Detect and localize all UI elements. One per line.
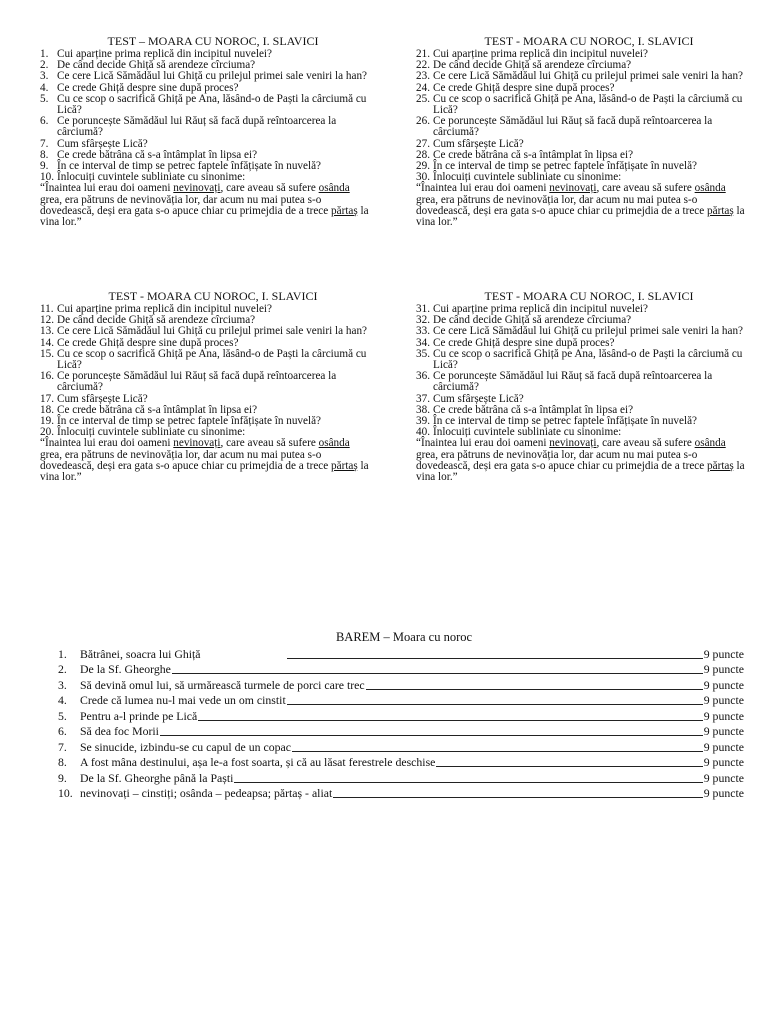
- question-text: Ce crede bătrâna că s-a întâmplat în lipsa ei?: [433, 403, 634, 416]
- question-number: 33.: [416, 325, 430, 338]
- question-text: Ce crede bătrâna că s-a întâmplat în lipsa ei?: [433, 148, 634, 161]
- barem-points: 9 puncte: [703, 693, 744, 707]
- question-text: De când decide Ghiță să arendeze cîrciuma?: [433, 59, 632, 72]
- test-block-3: [40, 290, 372, 483]
- question-number: 39.: [416, 415, 430, 428]
- question-text: Înlocuiți cuvintele subliniate cu sinonime:: [57, 171, 246, 184]
- barem-points: 9 puncte: [703, 786, 744, 800]
- question-number: 27.: [416, 137, 430, 150]
- barem-answer: Să dea foc Morii: [80, 724, 159, 738]
- answer-line: [436, 766, 702, 767]
- question-text: Înlocuiți cuvintele subliniate cu sinonime:: [433, 426, 622, 439]
- question-number: 13.: [40, 325, 54, 338]
- question-text: Ce poruncește Sămădăul lui Răuț să facă după reîntoarcerea la cârciumă?: [433, 370, 713, 394]
- barem-number: 3.: [58, 677, 67, 692]
- answer-line: [287, 658, 703, 659]
- test-title: TEST - MOARA CU NOROC, I. SLAVICI: [484, 34, 694, 48]
- barem-row: [54, 770, 744, 786]
- question-item: [40, 71, 372, 82]
- quote-part: , care aveau să sufere: [596, 182, 695, 195]
- question-item: [40, 94, 372, 116]
- question-text: Cum sfârșește Lică?: [57, 392, 148, 405]
- barem-points: 9 puncte: [703, 708, 744, 723]
- question-text: Cu ce scop o sacrifică Ghiță pe Ana, lăsând-o de Paști la cârciumă cu Lică?: [57, 92, 367, 117]
- barem-row: [54, 646, 744, 662]
- barem-answer: Crede că lumea nu-l mai vede un om cinstit: [80, 693, 286, 707]
- barem-number: 9.: [58, 770, 67, 785]
- question-text: Ce cere Lică Sămădăul lui Ghiță cu prilejul primei sale veniri la han?: [433, 70, 744, 83]
- answer-line: [292, 751, 703, 752]
- underlined-word: părtaș: [707, 204, 734, 217]
- question-number: 6.: [40, 115, 49, 128]
- underlined-word: osânda: [318, 182, 350, 195]
- question-text: În ce interval de timp se petrec faptele înfățișate în nuvelă?: [433, 160, 698, 173]
- question-number: 3.: [40, 70, 49, 83]
- quote-part: grea, era pătruns de nevinovăția lor, dar acum nu mai putea s-o dovedească, deși era gata s-o apuce chiar cu primejdia de a trece: [416, 193, 708, 217]
- barem-row: [54, 786, 744, 802]
- quote-text: [416, 183, 748, 228]
- quote-text: [40, 438, 372, 483]
- answer-line: [287, 704, 703, 705]
- barem-row: [54, 755, 744, 771]
- question-text: În ce interval de timp se petrec faptele înfățișate în nuvelă?: [433, 415, 698, 428]
- quote-part: “Înaintea lui erau doi oameni: [40, 437, 174, 450]
- question-number: 9.: [40, 160, 49, 173]
- question-number: 40.: [416, 426, 430, 439]
- question-item: [416, 326, 748, 337]
- question-number: 19.: [40, 415, 54, 428]
- question-number: 10.: [40, 171, 54, 184]
- underlined-word: osânda: [694, 182, 726, 195]
- question-number: 26.: [416, 115, 430, 128]
- question-text: Ce crede Ghiță despre sine după proces?: [57, 81, 239, 94]
- barem-answer: De la Sf. Gheorghe: [80, 662, 171, 676]
- question-text: Cui aparține prima replică din incipitul nuvelei?: [57, 48, 272, 60]
- barem-answer: Pentru a-l prinde pe Lică: [80, 708, 198, 723]
- question-text: Cu ce scop o sacrifică Ghiță pe Ana, lăsând-o de Paști la cârciumă cu Lică?: [433, 92, 743, 117]
- question-text: Ce crede Ghiță despre sine după proces?: [433, 81, 615, 94]
- question-text: Înlocuiți cuvintele subliniate cu sinonime:: [433, 171, 622, 184]
- quote-text: [40, 183, 372, 228]
- question-text: Înlocuiți cuvintele subliniate cu sinonime:: [57, 426, 246, 439]
- question-item: [40, 116, 372, 138]
- question-text: De când decide Ghiță să arendeze cîrciuma?: [433, 314, 632, 327]
- question-number: 31.: [416, 303, 430, 315]
- question-number: 8.: [40, 148, 49, 161]
- barem-row: [54, 677, 744, 693]
- question-list: [40, 49, 372, 183]
- question-item: [416, 371, 748, 393]
- underlined-word: nevinovați: [173, 182, 221, 195]
- question-item: [416, 71, 748, 82]
- test-title: TEST - MOARA CU NOROC, I. SLAVICI: [484, 289, 694, 303]
- question-item: [416, 94, 748, 116]
- quote-part: la vina lor.”: [416, 204, 745, 229]
- quote-part: grea, era pătruns de nevinovăția lor, dar acum nu mai putea s-o dovedească, deși era gata s-o apuce chiar cu primejdia de a trece: [40, 193, 332, 217]
- barem-row: [54, 693, 744, 709]
- question-number: 23.: [416, 70, 430, 83]
- question-item: [40, 349, 372, 371]
- barem-points: 9 puncte: [703, 662, 744, 676]
- test-title: TEST – MOARA CU NOROC, I. SLAVICI: [107, 34, 319, 48]
- question-item: [40, 326, 372, 337]
- barem-title: BAREM – Moara cu noroc: [335, 630, 473, 644]
- question-text: Cui aparține prima replică din incipitul nuvelei?: [433, 303, 648, 315]
- question-number: 21.: [416, 48, 430, 60]
- question-text: În ce interval de timp se petrec faptele înfățișate în nuvelă?: [57, 160, 322, 173]
- question-number: 7.: [40, 137, 49, 150]
- answer-line: [160, 735, 703, 736]
- barem-answer: A fost mâna destinului, așa le-a fost soarta, și că au lăsat ferestrele deschise: [80, 755, 436, 769]
- barem-number: 7.: [58, 739, 67, 754]
- question-number: 28.: [416, 148, 430, 161]
- barem-answer: nevinovați – cinstiți; osânda – pedeapsa; părtaș - aliat: [80, 786, 333, 800]
- barem-points: 9 puncte: [703, 755, 744, 769]
- question-text: Ce crede Ghiță despre sine după proces?: [57, 336, 239, 349]
- question-text: Cum sfârșește Lică?: [433, 392, 524, 405]
- barem-row: [54, 662, 744, 678]
- quote-part: la vina lor.”: [40, 459, 369, 484]
- question-number: 24.: [416, 81, 430, 94]
- question-text: Cui aparține prima replică din incipitul nuvelei?: [433, 48, 648, 60]
- question-number: 12.: [40, 314, 54, 327]
- barem-number: 2.: [58, 662, 67, 676]
- test-block-4: [416, 290, 748, 483]
- quote-part: , care aveau să sufere: [220, 437, 319, 450]
- quote-part: , care aveau să sufere: [596, 437, 695, 450]
- underlined-word: nevinovați: [549, 437, 597, 450]
- question-number: 29.: [416, 160, 430, 173]
- underlined-word: nevinovați: [173, 437, 221, 450]
- underlined-word: părtaș: [331, 459, 358, 472]
- barem-row: [54, 708, 744, 724]
- question-number: 37.: [416, 392, 430, 405]
- underlined-word: părtaș: [331, 204, 358, 217]
- question-text: Ce crede Ghiță despre sine după proces?: [433, 336, 615, 349]
- quote-text: [416, 438, 748, 483]
- answer-line: [172, 673, 703, 674]
- barem-answer: Bătrânei, soacra lui Ghiță: [80, 646, 201, 661]
- barem-row: [54, 739, 744, 755]
- question-text: Cum sfârșește Lică?: [57, 137, 148, 150]
- answer-line: [234, 782, 702, 783]
- question-number: 22.: [416, 59, 430, 72]
- question-text: Ce cere Lică Sămădăul lui Ghiță cu prilejul primei sale veniri la han?: [57, 70, 368, 83]
- barem-points: 9 puncte: [703, 677, 744, 692]
- question-number: 1.: [40, 48, 49, 60]
- question-number: 20.: [40, 426, 54, 439]
- question-number: 30.: [416, 171, 430, 184]
- question-list: [416, 304, 748, 438]
- question-text: Cui aparține prima replică din incipitul nuvelei?: [57, 303, 272, 315]
- barem-answer: Se sinucide, izbindu-se cu capul de un copac: [80, 739, 291, 754]
- quote-part: , care aveau să sufere: [220, 182, 319, 195]
- quote-part: la vina lor.”: [40, 204, 369, 229]
- question-number: 25.: [416, 92, 430, 105]
- question-number: 38.: [416, 403, 430, 416]
- question-list: [40, 304, 372, 438]
- question-text: Ce poruncește Sămădăul lui Răuț să facă după reîntoarcerea la cârciumă?: [57, 370, 337, 394]
- barem-points: 9 puncte: [703, 724, 744, 738]
- barem-number: 6.: [58, 724, 67, 738]
- question-number: 36.: [416, 370, 430, 383]
- underlined-word: părtaș: [707, 459, 734, 472]
- question-number: 34.: [416, 336, 430, 349]
- question-text: Cu ce scop o sacrifică Ghiță pe Ana, lăsând-o de Paști la cârciumă cu Lică?: [433, 347, 743, 372]
- question-item: [40, 371, 372, 393]
- test-block-1: [40, 35, 372, 228]
- question-text: Ce cere Lică Sămădăul lui Ghiță cu prilejul primei sale veniri la han?: [433, 325, 744, 338]
- question-text: De când decide Ghiță să arendeze cîrciuma?: [57, 314, 256, 327]
- barem-number: 5.: [58, 708, 67, 723]
- quote-part: grea, era pătruns de nevinovăția lor, dar acum nu mai putea s-o dovedească, deși era gata s-o apuce chiar cu primejdia de a trece: [416, 448, 708, 472]
- question-text: Ce crede bătrâna că s-a întâmplat în lipsa ei?: [57, 403, 258, 416]
- question-number: 11.: [40, 303, 54, 315]
- question-text: Ce crede bătrâna că s-a întâmplat în lipsa ei?: [57, 148, 258, 161]
- question-number: 17.: [40, 392, 54, 405]
- barem-number: 4.: [58, 693, 67, 707]
- question-text: Cum sfârșește Lică?: [433, 137, 524, 150]
- question-number: 32.: [416, 314, 430, 327]
- question-list: [416, 49, 748, 183]
- question-text: Ce poruncește Sămădăul lui Răuț să facă după reîntoarcerea la cârciumă?: [57, 115, 337, 139]
- question-text: Ce poruncește Sămădăul lui Răuț să facă după reîntoarcerea la cârciumă?: [433, 115, 713, 139]
- question-text: În ce interval de timp se petrec faptele înfățișate în nuvelă?: [57, 415, 322, 428]
- question-text: Ce cere Lică Sămădăul lui Ghiță cu prilejul primei sale veniri la han?: [57, 325, 368, 338]
- quote-part: grea, era pătruns de nevinovăția lor, dar acum nu mai putea s-o dovedească, deși era gata s-o apuce chiar cu primejdia de a trece: [40, 448, 332, 472]
- question-text: De când decide Ghiță să arendeze cîrciuma?: [57, 59, 256, 72]
- quote-part: la vina lor.”: [416, 459, 745, 484]
- question-number: 15.: [40, 347, 54, 360]
- question-number: 35.: [416, 347, 430, 360]
- quote-part: “Înaintea lui erau doi oameni: [416, 182, 550, 195]
- question-text: Cu ce scop o sacrifică Ghiță pe Ana, lăsând-o de Paști la cârciumă cu Lică?: [57, 347, 367, 372]
- answer-line: [366, 689, 703, 690]
- barem-answer: Să devină omul lui, să urmărească turmele de porci care trec: [80, 677, 365, 692]
- barem-number: 10.: [58, 786, 73, 800]
- barem-answer: De la Sf. Gheorghe până la Paști: [80, 770, 234, 785]
- test-block-2: [416, 35, 748, 228]
- question-item: [416, 349, 748, 371]
- question-number: 14.: [40, 336, 54, 349]
- question-item: [416, 116, 748, 138]
- test-title: TEST - MOARA CU NOROC, I. SLAVICI: [108, 289, 318, 303]
- barem-points: 9 puncte: [703, 646, 744, 661]
- quote-part: “Înaintea lui erau doi oameni: [40, 182, 174, 195]
- question-number: 18.: [40, 403, 54, 416]
- answer-line: [198, 720, 702, 721]
- underlined-word: osânda: [318, 437, 350, 450]
- barem-row: [54, 724, 744, 740]
- quote-part: “Înaintea lui erau doi oameni: [416, 437, 550, 450]
- answer-line: [333, 797, 702, 798]
- question-number: 2.: [40, 59, 49, 72]
- question-number: 16.: [40, 370, 54, 383]
- underlined-word: nevinovați: [549, 182, 597, 195]
- underlined-word: osânda: [694, 437, 726, 450]
- question-number: 4.: [40, 81, 49, 94]
- barem-number: 8.: [58, 755, 67, 769]
- barem-number: 1.: [58, 646, 67, 661]
- barem-section: [54, 630, 744, 801]
- barem-points: 9 puncte: [703, 739, 744, 754]
- barem-points: 9 puncte: [703, 770, 744, 785]
- question-number: 5.: [40, 92, 49, 105]
